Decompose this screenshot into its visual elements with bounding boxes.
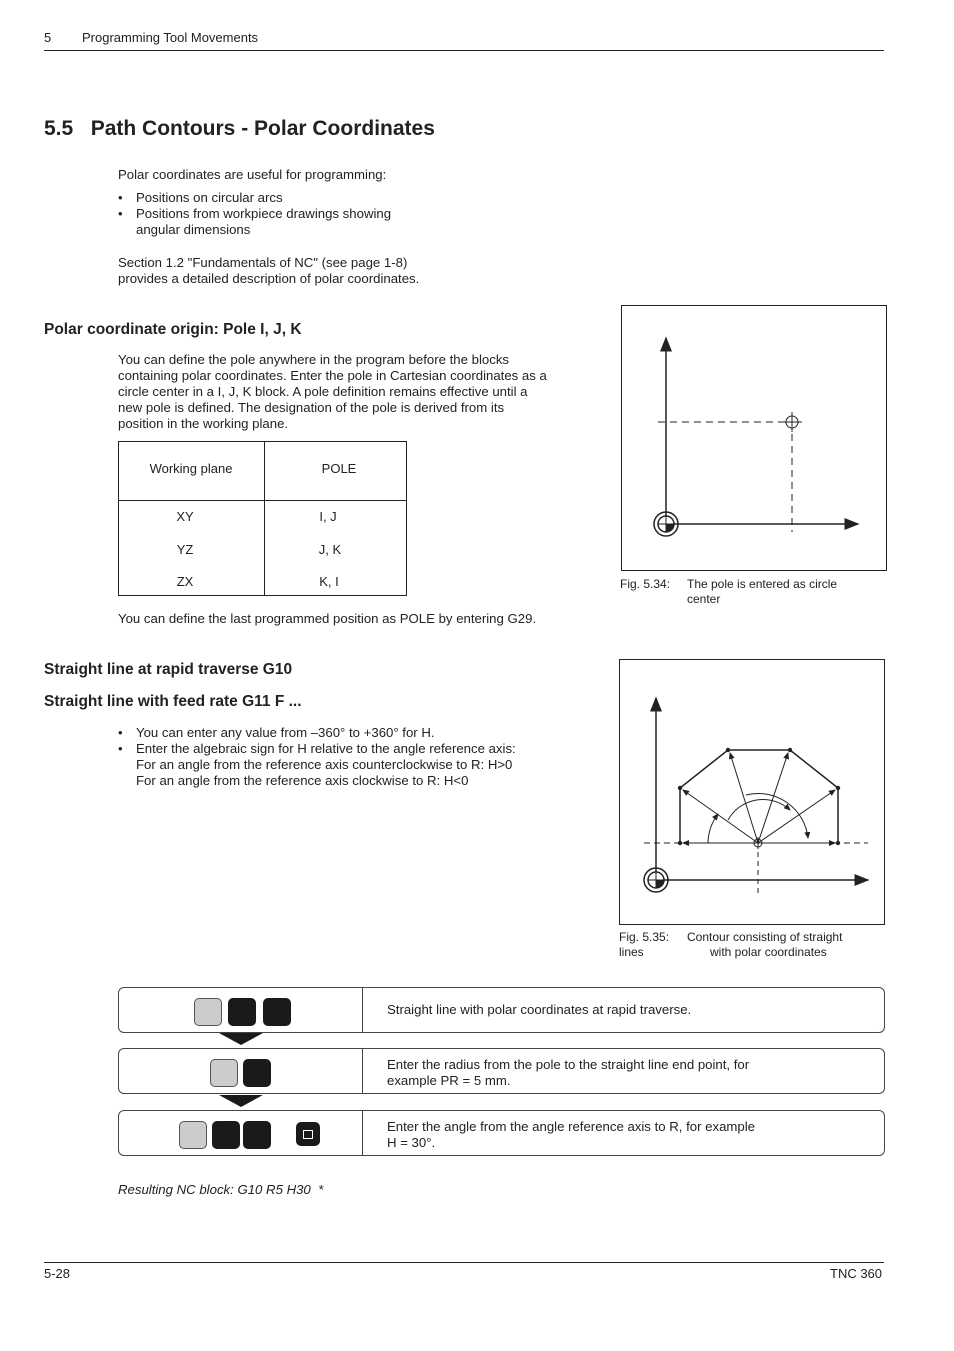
pole-paragraph: You can define the pole anywhere in the program before the blocks containing polar coordinates. Enter the pole in Cartesian coordinates as a circle center in a I, J, K block. A pole definition remains effective until a new pole is defined. The designation of the pole is derived from its position in the working plane.: [118, 352, 547, 431]
pole-marker: [782, 412, 802, 432]
table-header: Working plane: [149, 461, 233, 476]
key-3-button[interactable]: [212, 1121, 240, 1149]
end-block-button[interactable]: [296, 1122, 320, 1146]
result-nc-block: Resulting NC block: G10 R5 H30 *: [118, 1182, 324, 1197]
figure-5-35: [619, 659, 885, 925]
radius-arrows: [683, 753, 835, 843]
step-text: Enter the radius from the pole to the straight line end point, for example PR = 5 mm.: [387, 1057, 750, 1088]
list-item: • Enter the algebraic sign for H relative to the angle reference axis: For an angle from the reference axis counterclockwise to R: H>0 For an angle from the reference axis clockwise to R: H<0: [118, 741, 588, 789]
chapter-number: 5: [44, 30, 52, 45]
flow-arrow: [219, 1095, 263, 1107]
intro-reference: Section 1.2 "Fundamentals of NC" (see page 1-8) provides a detailed description of polar coordinates.: [118, 255, 420, 286]
figure-5-34: [621, 305, 887, 571]
step-text: Enter the angle from the angle reference axis to R, for example H = 30°.: [387, 1119, 755, 1150]
flow-arrow: [219, 1033, 263, 1045]
step-text: Straight line with polar coordinates at rapid traverse.: [387, 1002, 692, 1017]
contour-path: [680, 750, 838, 843]
table-cell: YZ: [176, 542, 194, 557]
origin-marker: [654, 512, 678, 536]
key-1-button[interactable]: [228, 998, 256, 1026]
g10-heading: Straight line at rapid traverse G10: [44, 661, 293, 678]
chapter-title: Programming Tool Movements: [82, 30, 259, 45]
header-rule: [44, 50, 884, 51]
table-cell: J, K: [318, 542, 342, 557]
list-item: • You can enter any value from –360° to +360° for H.: [118, 725, 588, 741]
key-0-button[interactable]: [243, 1121, 271, 1149]
pole-marker: [752, 837, 764, 849]
fig-535-caption: Contour consisting of straight with polar coordinates: [687, 930, 843, 959]
fig-534-caption: The pole is entered as circle center: [687, 577, 838, 606]
dialog-step-1: [118, 987, 885, 1033]
intro-lead: Polar coordinates are useful for programming:: [118, 167, 387, 182]
pole-diagram: [622, 306, 886, 570]
angle-arc-1: [708, 814, 718, 843]
list-item: • Positions on circular arcs: [118, 190, 391, 206]
table-cell: K, I: [319, 574, 339, 589]
pole-table: [118, 441, 407, 596]
angle-list: [118, 725, 588, 789]
section-title: 5.5 Path Contours - Polar Coordinates: [44, 117, 435, 140]
fig-534-label: Fig. 5.34:: [620, 577, 671, 591]
key-5-button[interactable]: [243, 1059, 271, 1087]
contour-points: [678, 748, 840, 845]
polar-contour-diagram: [620, 660, 884, 924]
origin-marker: [644, 868, 668, 892]
g11-heading: Straight line with feed rate G11 F ...: [44, 693, 302, 710]
product-name: TNC 360: [830, 1266, 883, 1281]
table-cell: ZX: [176, 574, 194, 589]
table-cell: I, J: [319, 509, 337, 524]
fig-535-label: Fig. 5.35: lines: [619, 930, 670, 959]
table-cell: XY: [176, 509, 194, 524]
dialog-step-3: [118, 1110, 885, 1156]
list-item: • Positions from workpiece drawings showing angular dimensions: [118, 206, 391, 238]
table-header: POLE: [321, 461, 357, 476]
pole-heading: Polar coordinate origin: Pole I, J, K: [44, 321, 302, 338]
dialog-step-2: [118, 1048, 885, 1094]
key-p-button[interactable]: [210, 1059, 238, 1087]
key-h-button[interactable]: [179, 1121, 207, 1149]
page-number: 5-28: [44, 1266, 71, 1281]
key-0-button[interactable]: [263, 998, 291, 1026]
footer-rule: [44, 1262, 884, 1263]
intro-list: [118, 190, 391, 238]
key-g-button[interactable]: [194, 998, 222, 1026]
angle-arc-2: [728, 799, 790, 820]
g29-note: You can define the last programmed position as POLE by entering G29.: [118, 611, 537, 626]
